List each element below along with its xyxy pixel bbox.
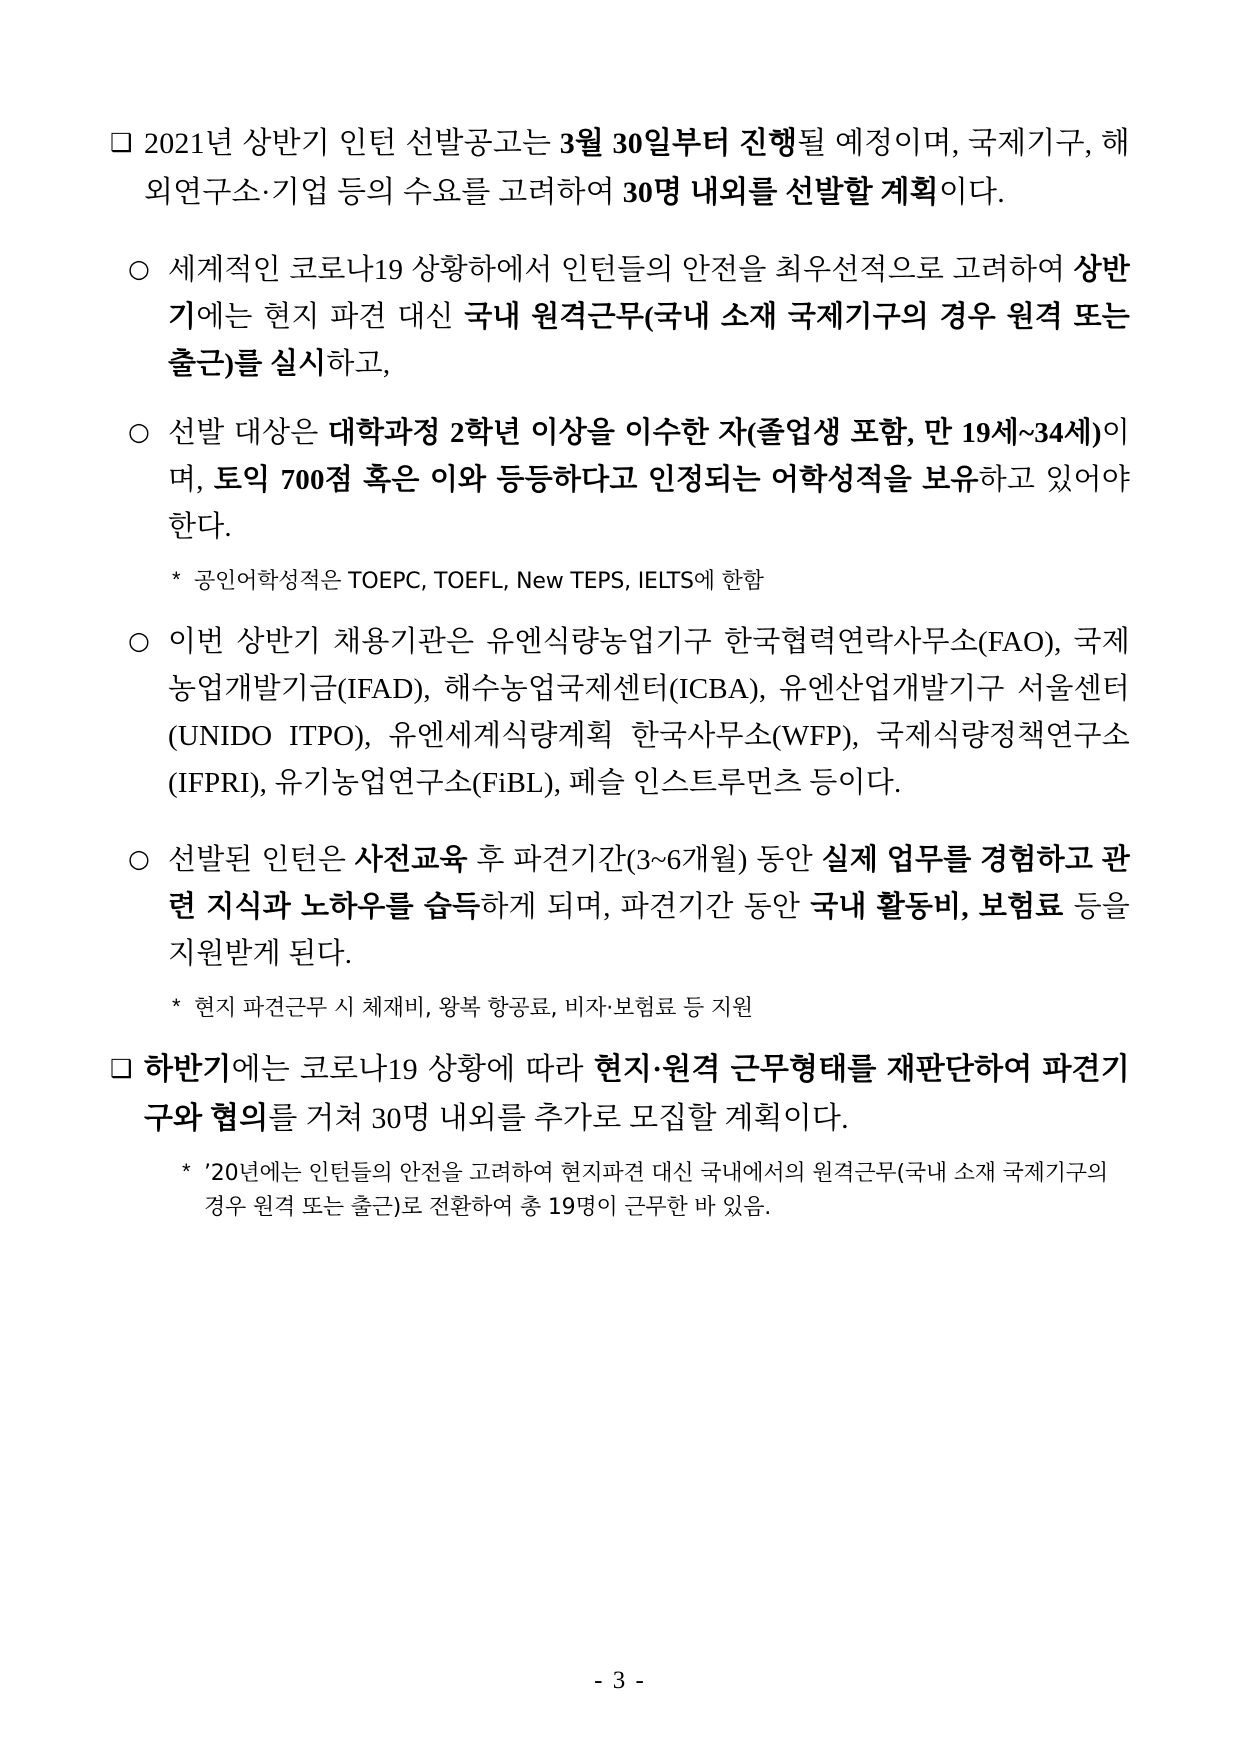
page-number: - 3 - — [594, 1667, 646, 1694]
circle-bullet-icon: ○ — [128, 254, 150, 284]
paragraph-text: 하반기에는 코로나19 상황에 따라 현지·원격 근무형태를 재판단하여 파견기구와 협의를 거쳐 30명 내외를 추가로 모집할 계획이다. — [144, 1052, 1130, 1135]
paragraph-covid-remote-work — [110, 247, 1130, 388]
asterisk-icon: * — [182, 1159, 191, 1185]
paragraph-second-half-plan — [110, 1046, 1130, 1143]
asterisk-icon: * — [172, 567, 181, 592]
square-bullet-icon: ❑ — [110, 128, 133, 157]
asterisk-icon: * — [172, 993, 181, 1019]
circle-bullet-icon: ○ — [128, 417, 150, 447]
paragraph-text: 2021년 상반기 인턴 선발공고는 3월 30일부터 진행될 예정이며, 국제기구, 해외연구소·기업 등의 수요를 고려하여 30명 내외를 선발할 계획이다. — [144, 127, 1130, 209]
paragraph-eligibility — [110, 410, 1130, 551]
paragraph-text: 선발 대상은 대학과정 2학년 이상을 이수한 자(졸업생 포함, 만 19세~34세)이며, 토익 700점 혹은 이와 등등하다고 인정되는 어학성적을 보유하고 있어야 한다. — [168, 417, 1130, 544]
note-text: 현지 파견근무 시 체재비, 왕복 항공료, 비자·보험료 등 지원 — [194, 995, 753, 1021]
note-year-2020 — [110, 1157, 1130, 1225]
circle-bullet-icon: ○ — [128, 626, 150, 656]
paragraph-host-organizations — [110, 619, 1130, 807]
note-text: 공인어학성적은 TOEPC, TOEFL, New TEPS, IELTS에 한함 — [194, 569, 764, 594]
note-dispatch-support — [110, 992, 1130, 1026]
paragraph-text: 세계적인 코로나19 상황하에서 인턴들의 안전을 최우선적으로 고려하여 상반기에는 현지 파견 대신 국내 원격근무(국내 소재 국제기구의 경우 원격 또는 출근)를 실시하고, — [168, 254, 1130, 381]
paragraph-training-support — [110, 837, 1130, 978]
note-language-test — [110, 565, 1130, 599]
paragraph-intern-notice — [110, 120, 1130, 217]
square-bullet-icon: ❑ — [110, 1053, 133, 1083]
note-text: ’20년에는 인턴들의 안전을 고려하여 현지파견 대신 국내에서의 원격근무(국내 소재 국제기구의 경우 원격 또는 출근)로 전환하여 총 19명이 근무한 바 있음. — [204, 1161, 1108, 1221]
circle-bullet-icon: ○ — [128, 843, 150, 873]
paragraph-text: 선발된 인턴은 사전교육 후 파견기간(3~6개월) 동안 실제 업무를 경험하고 관련 지식과 노하우를 습득하게 되며, 파견기간 동안 국내 활동비, 보험료 등을 지원받게 된다. — [168, 843, 1131, 970]
paragraph-text: 이번 상반기 채용기관은 유엔식량농업기구 한국협력연락사무소(FAO), 국제농업개발기금(IFAD), 해수농업국제센터(ICBA), 유엔산업개발기구 서울센터(UNIDO ITPO), 유엔세계식량계획 한국사무소(WFP), 국제식량정책연구소(IFPRI), 유기농업연구소(FiBL), 페슬 인스트루먼츠 등이다. — [168, 626, 1130, 799]
